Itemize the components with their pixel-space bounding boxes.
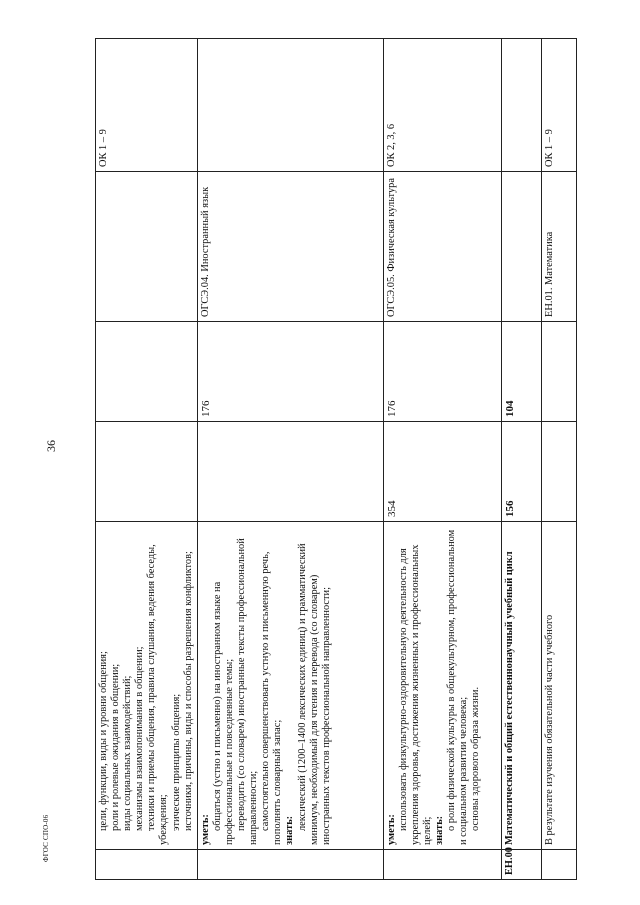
rotated-table-container [95, 38, 571, 880]
max-hours-cell [197, 422, 383, 522]
competencies-cell: ОК 1 – 9 [96, 39, 198, 172]
description-line: основы здорового образа жизни. [470, 686, 482, 831]
description-cell [197, 522, 383, 850]
description-line: роли и ролевые ожидания в общении; [110, 663, 122, 831]
table-row [541, 39, 576, 880]
description-line: переводить (со словарем) иностранные тексты профессиональной направленности; [236, 538, 260, 845]
discipline-cell: ОГСЭ.05. Физическая культура [383, 172, 501, 322]
description-heading: знать: [434, 815, 446, 845]
discipline-cell: ЕН.01. Математика [541, 172, 576, 322]
description-line: использовать физкультурно-оздоровительную деятельность для укрепления здоровья, достижения жизненных и профессиональных целей; [397, 544, 434, 845]
hours-cell [541, 322, 576, 422]
footer-label: ФГОС СПО-06 [42, 814, 50, 862]
description-line: цели, функции, виды и уровни общения; [98, 651, 109, 831]
curriculum-table [95, 38, 577, 880]
description-line: общаться (устно и письменно) на иностранном языке на профессиональные и повседневные темы; [211, 581, 235, 845]
table-row [96, 39, 198, 880]
description-line: техники и приемы общения, правила слушания, ведения беседы, убеждения; [146, 544, 170, 845]
description-cell: В результате изучения обязательной части учебного [541, 522, 576, 850]
description-line: лексический (1200–1400 лексических единиц) и грамматический минимум, необходимый для чтения и перевода (со словарем) иностранных текстов профессиональной направленности; [296, 543, 332, 845]
description-line: виды социальных взаимодействий; [122, 675, 134, 831]
table-row [501, 39, 541, 880]
description-line: механизмы взаимопонимания в общении; [134, 646, 146, 831]
description-line: о роли физической культуры в общекультурном, профессиональном и социальном развитии человека; [446, 529, 470, 845]
discipline-cell [96, 172, 198, 322]
page-number: 36 [44, 440, 58, 452]
description-cell [383, 522, 501, 850]
max-hours-cell [541, 422, 576, 522]
max-hours-cell: 156 [501, 422, 541, 522]
discipline-cell [501, 172, 541, 322]
discipline-cell: ОГСЭ.04. Иностранный язык [197, 172, 383, 322]
description-heading: уметь: [385, 814, 397, 845]
hours-cell: 104 [501, 322, 541, 422]
description-line: самостоятельно совершенствовать устную и письменную речь, пополнять словарный запас; [260, 551, 284, 845]
hours-cell [96, 322, 198, 422]
table-row [197, 39, 383, 880]
max-hours-cell: 354 [383, 422, 501, 522]
code-cell [197, 850, 383, 880]
description-heading: уметь: [199, 814, 211, 845]
description-cell: Математический и общий естественнонаучный учебный цикл [501, 522, 541, 850]
description-cell [96, 522, 198, 850]
competencies-cell [197, 39, 383, 172]
competencies-cell: ОК 1 – 9 [541, 39, 576, 172]
competencies-cell [501, 39, 541, 172]
code-cell [96, 850, 198, 880]
description-heading: знать: [284, 815, 296, 845]
code-cell [383, 850, 501, 880]
hours-cell: 176 [383, 322, 501, 422]
description-line: этические принципы общения; [170, 693, 182, 831]
hours-cell: 176 [197, 322, 383, 422]
max-hours-cell [96, 422, 198, 522]
code-cell: ЕН.00 [501, 850, 541, 880]
table-row [383, 39, 501, 880]
code-cell [541, 850, 576, 880]
competencies-cell: ОК 2, 3, 6 [383, 39, 501, 172]
description-line: источники, причины, виды и способы разрешения конфликтов; [182, 551, 194, 831]
